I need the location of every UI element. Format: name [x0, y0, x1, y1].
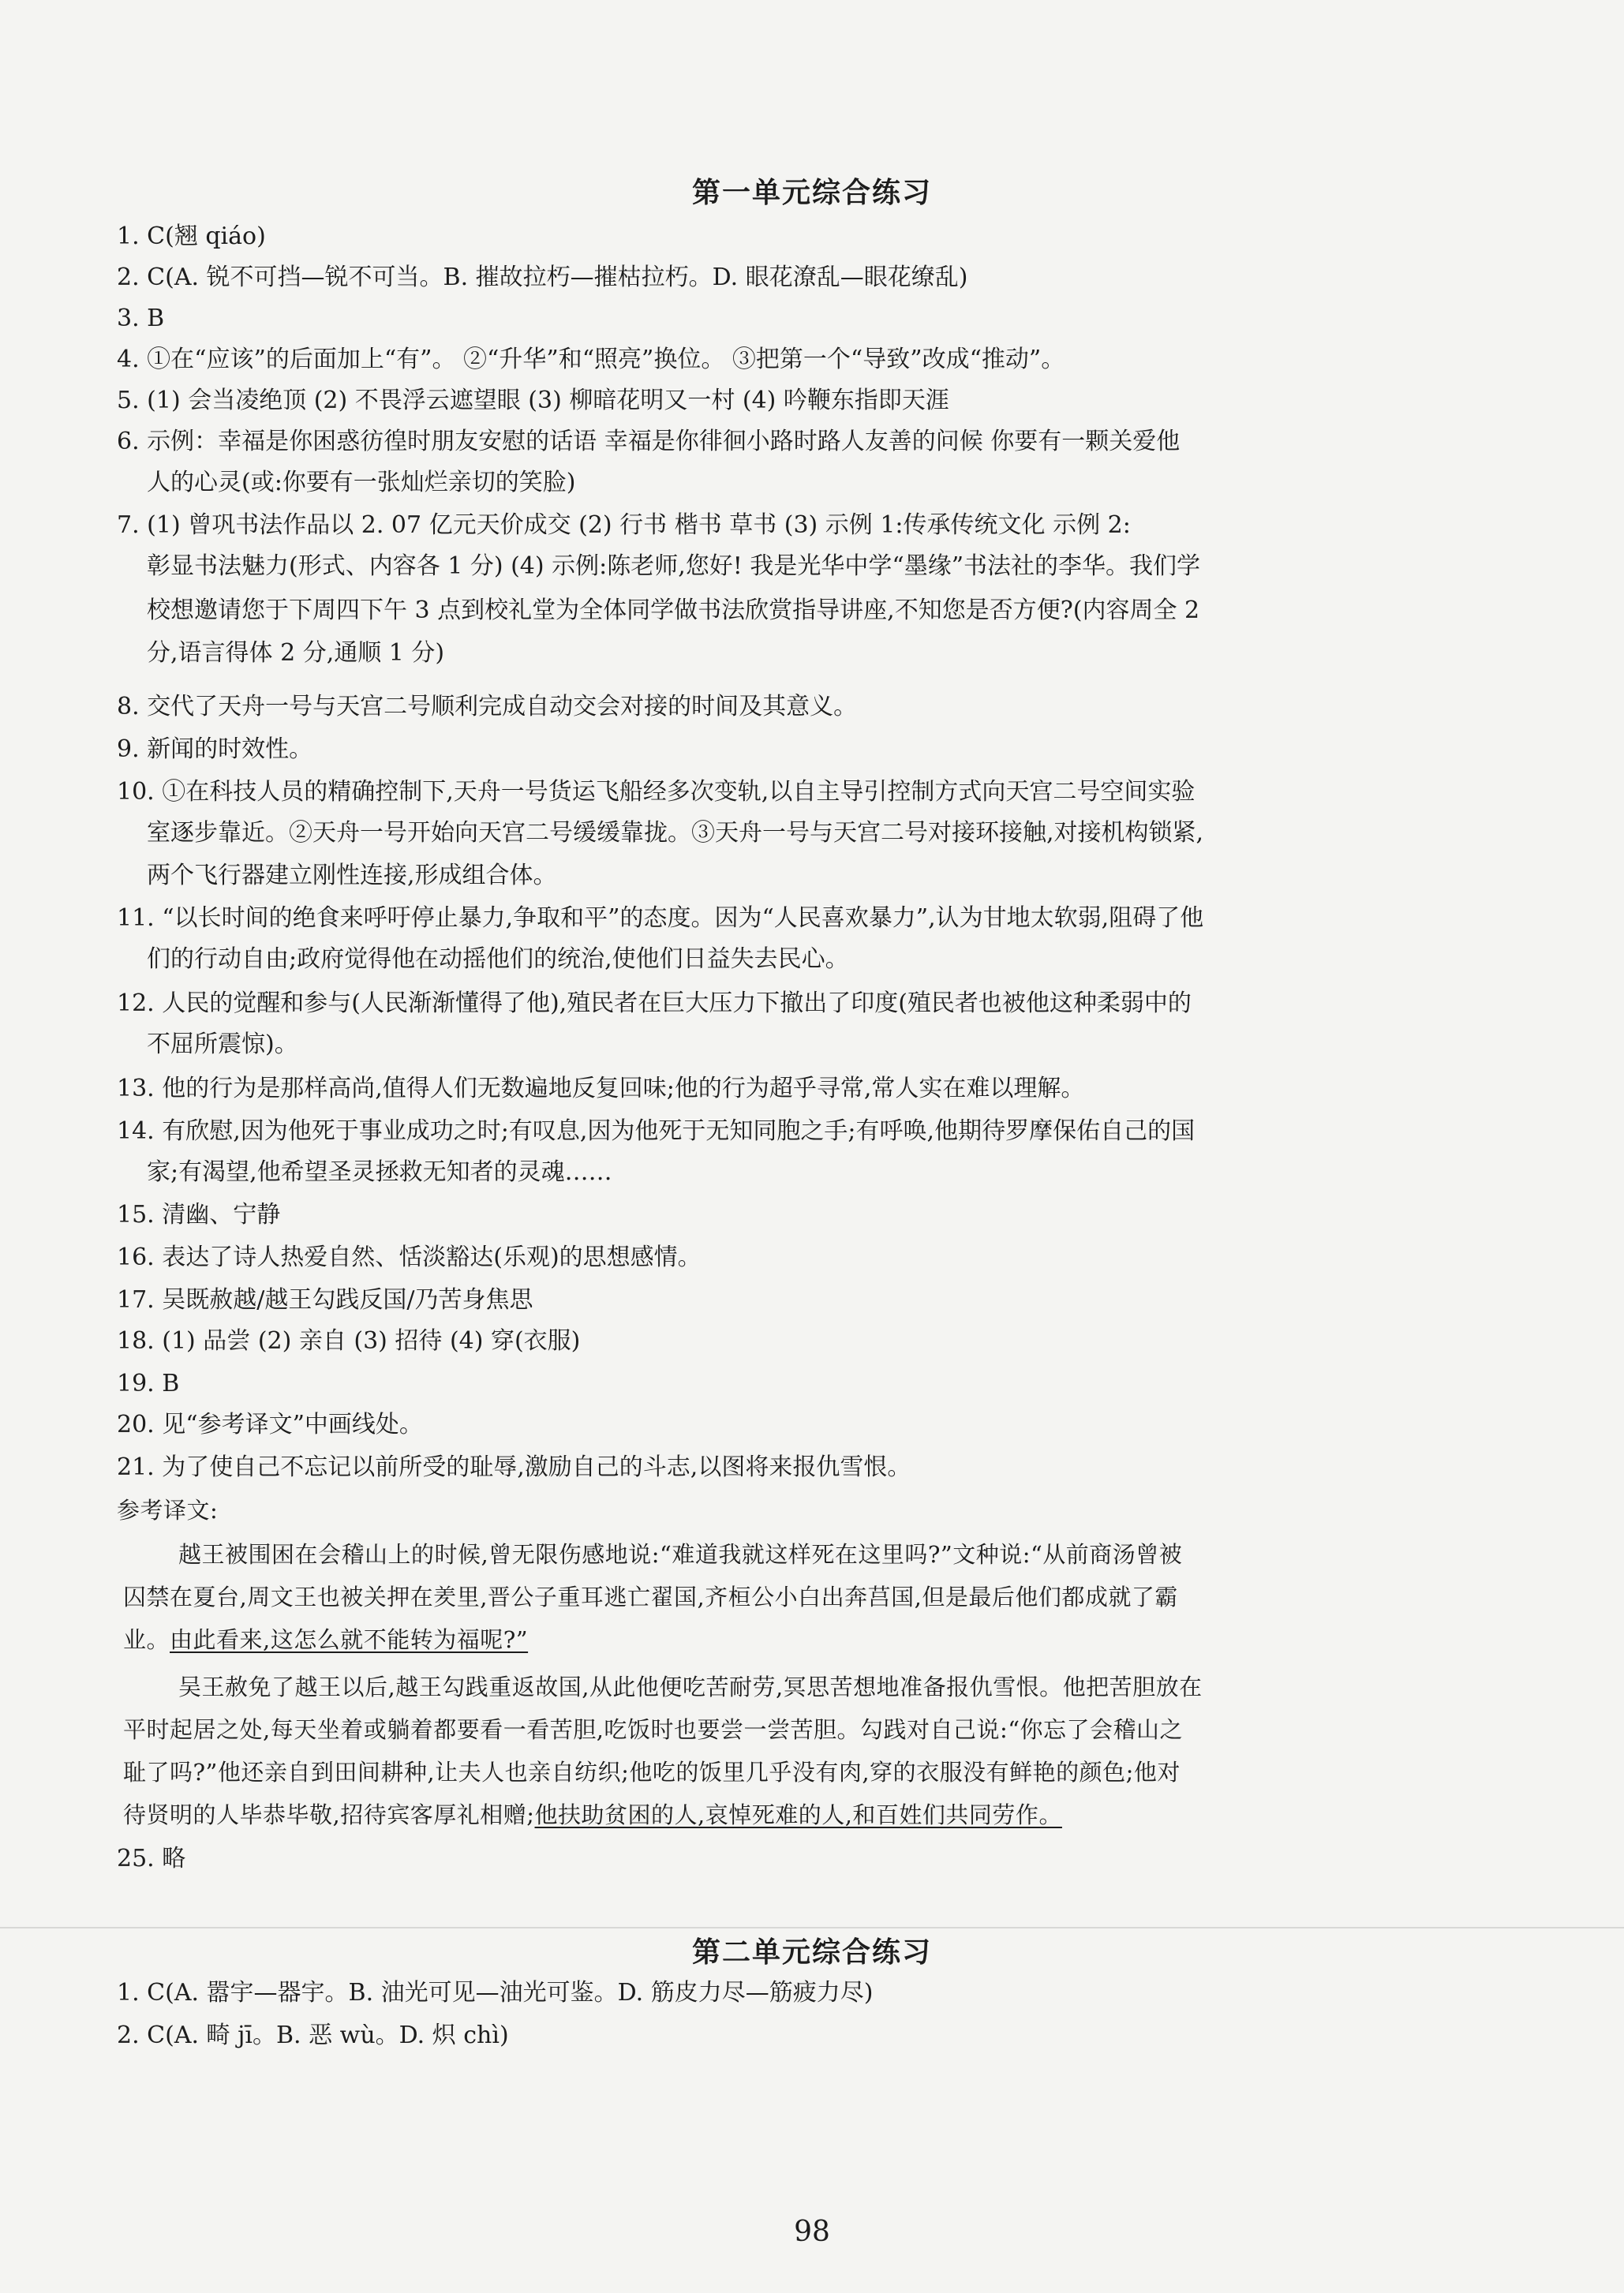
answer-line: 13. 他的行为是那样高尚,值得人们无数遍地反复回味;他的行为超乎寻常,常人实在难以理解。 [117, 1075, 1085, 1102]
answer-line: 10. ①在科技人员的精确控制下,天舟一号货运飞船经多次变轨,以自主导引控制方式向天宫二号空间实验 [117, 778, 1196, 806]
answer-line: 6. 示例：幸福是你困惑彷徨时朋友安慰的话语 幸福是你徘徊小路时路人友善的问候 你要有一颗关爱他 [117, 428, 1181, 455]
translation-line: 平时起居之处,每天坐着或躺着都要看一看苦胆,吃饭时也要尝一尝苦胆。勾践对自己说:“你忘了会稽山之 [123, 1716, 1184, 1743]
answer-line: 20. 见“参考译文”中画线处。 [117, 1411, 423, 1438]
translation-line [123, 1799, 1433, 1831]
translation-text: 待贤明的人毕恭毕敬,招待宾客厚礼相赠; [123, 1801, 535, 1828]
answer-line: 15. 清幽、宁静 [117, 1201, 281, 1229]
answer-line: 不屈所震惊)。 [147, 1031, 298, 1058]
answer-line: 14. 有欣慰,因为他死于事业成功之时;有叹息,因为他死于无知同胞之手;有呼唤,他期待罗摩保佑自己的国 [117, 1117, 1196, 1145]
translation-line: 囚禁在夏台,周文王也被关押在羑里,晋公子重耳逃亡翟国,齐桓公小白出奔莒国,但是最后他们都成就了霸 [123, 1584, 1178, 1610]
answer-line: 1. C(A. 嚣宇—器宇。B. 油光可见—油光可鉴。D. 筋皮力尽—筋疲力尽) [117, 1979, 874, 2007]
answer-line: 12. 人民的觉醒和参与(人民渐渐懂得了他),殖民者在巨大压力下撤出了印度(殖民者也被他这种柔弱中的 [117, 989, 1192, 1017]
answer-line: 19. B [117, 1370, 180, 1397]
translation-line: 越王被围困在会稽山上的时候,曾无限伤感地说:“难道我就这样死在这里吗?”文种说:“从前商汤曾被 [178, 1541, 1183, 1568]
answer-line: 两个飞行器建立刚性连接,形成组合体。 [147, 862, 557, 889]
answer-line: 3. B [117, 305, 165, 332]
answer-line: 25. 略 [117, 1845, 186, 1872]
answer-line: 家;有渴望,他希望圣灵拯救无知者的灵魂…… [147, 1158, 612, 1186]
answer-line: 18. (1) 品尝 (2) 亲自 (3) 招待 (4) 穿(衣服) [117, 1327, 581, 1355]
answer-line: 1. C(翘 qiáo) [117, 223, 266, 250]
section-divider [0, 1927, 1624, 1928]
translation-line [123, 1624, 1433, 1655]
translation-label: 参考译文: [117, 1497, 219, 1524]
answer-line: 4. ①在“应该”的后面加上“有”。 ②“升华”和“照亮”换位。 ③把第一个“导致”改成“推动”。 [117, 346, 1065, 373]
answer-line: 5. (1) 会当凌绝顶 (2) 不畏浮云遮望眼 (3) 柳暗花明又一村 (4) 吟鞭东指即天涯 [117, 387, 949, 414]
answer-line: 17. 吴既赦越/越王勾践反国/乃苦身焦思 [117, 1286, 533, 1314]
translation-text: 业。 [123, 1626, 170, 1653]
answer-line: 16. 表达了诗人热爱自然、恬淡豁达(乐观)的思想感情。 [117, 1244, 702, 1271]
translation-line: 吴王赦免了越王以后,越王勾践重返故国,从此他便吃苦耐劳,冥思苦想地准备报仇雪恨。他把苦胆放在 [178, 1674, 1203, 1700]
underlined-translation: 由此看来,这怎么就不能转为福呢?” [170, 1626, 529, 1653]
unit1-title: 第一单元综合练习 [691, 177, 932, 209]
unit2-title: 第二单元综合练习 [691, 1936, 932, 1969]
answer-line: 彰显书法魅力(形式、内容各 1 分) (4) 示例:陈老师,您好! 我是光华中学“墨缘”书法社的李华。我们学 [147, 552, 1201, 580]
answer-line: 9. 新闻的时效性。 [117, 735, 313, 763]
answer-line: 8. 交代了天舟一号与天宫二号顺利完成自动交会对接的时间及其意义。 [117, 693, 858, 720]
answer-line: 21. 为了使自己不忘记以前所受的耻辱,激励自己的斗志,以图将来报仇雪恨。 [117, 1453, 911, 1481]
answer-line: 7. (1) 曾巩书法作品以 2. 07 亿元天价成交 (2) 行书 楷书 草书 (3) 示例 1:传承传统文化 示例 2: [117, 511, 1131, 539]
translation-line: 耻了吗?”他还亲自到田间耕种,让夫人也亲自纺织;他吃的饭里几乎没有肉,穿的衣服没有鲜艳的颜色;他对 [123, 1759, 1181, 1786]
answer-line: 11. “以长时间的绝食来呼吁停止暴力,争取和平”的态度。因为“人民喜欢暴力”,认为甘地太软弱,阻碍了他 [117, 904, 1204, 932]
answer-line: 人的心灵(或:你要有一张灿烂亲切的笑脸) [147, 469, 576, 496]
answer-line: 2. C(A. 畸 jī。B. 恶 wù。D. 炽 chì) [117, 2022, 509, 2049]
answer-line: 们的行动自由;政府觉得他在动摇他们的统治,使他们日益失去民心。 [147, 945, 849, 973]
page-number: 98 [794, 2216, 830, 2248]
underlined-translation: 他扶助贫困的人,哀悼死难的人,和百姓们共同劳作。 [534, 1801, 1062, 1828]
answer-line: 室逐步靠近。②天舟一号开始向天宫二号缓缓靠拢。③天舟一号与天宫二号对接环接触,对接机构锁紧, [147, 819, 1204, 847]
answer-line: 校想邀请您于下周四下午 3 点到校礼堂为全体同学做书法欣赏指导讲座,不知您是否方便?(内容周全 2 [147, 597, 1200, 624]
answer-line: 2. C(A. 锐不可挡—锐不可当。B. 摧故拉朽—摧枯拉朽。D. 眼花潦乱—眼花缭乱) [117, 264, 968, 291]
answer-line: 分,语言得体 2 分,通顺 1 分) [147, 639, 445, 667]
